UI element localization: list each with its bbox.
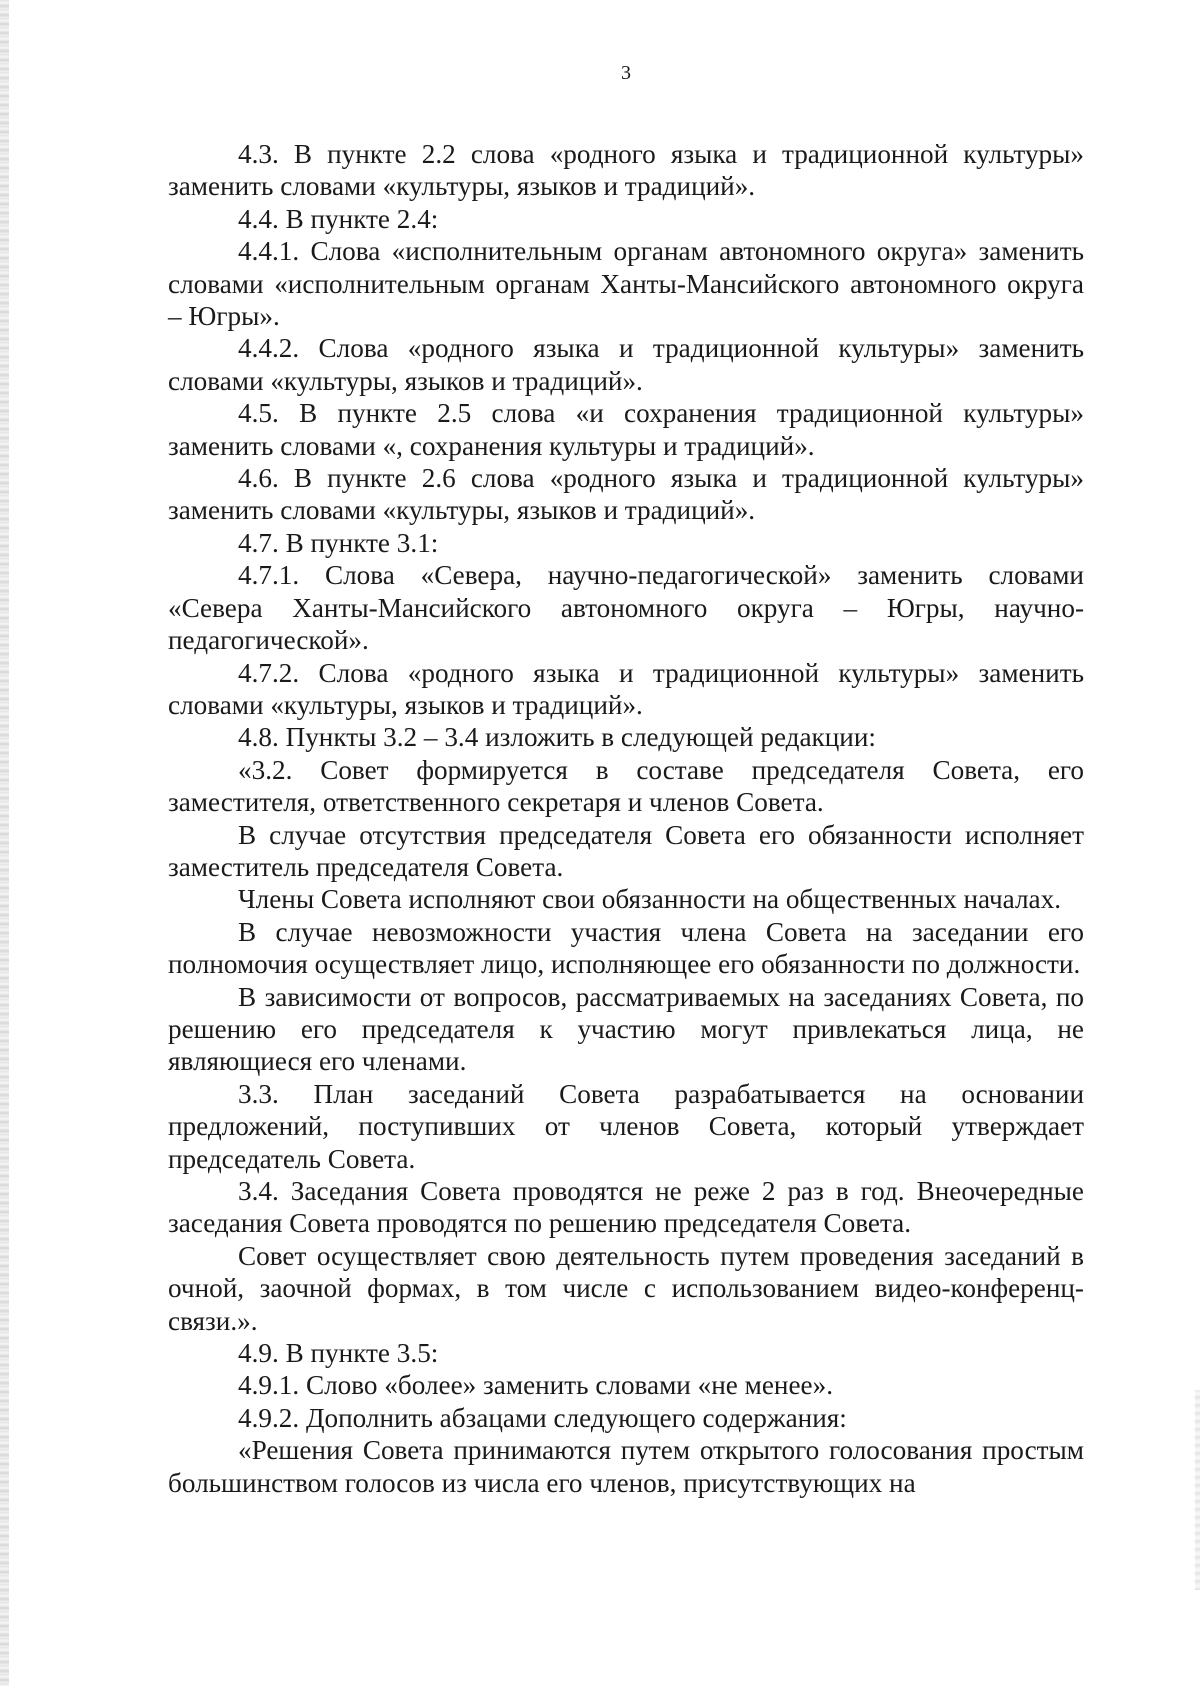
paragraph-4-9-2: 4.9.2. Дополнить абзацами следующего содержания:: [238, 1402, 847, 1433]
paragraph-4-4-2: 4.4.2. Слова «родного языка и традиционной культуры» заменить словами «культуры, языков и традиций».: [168, 333, 1084, 396]
document-body: [168, 138, 1084, 1499]
scan-border-left: [0, 0, 9, 1686]
paragraph-3-3: 3.3. План заседаний Совета разрабатывается на основании предложений, поступивших от членов Совета, который утверждает председатель Совета.: [168, 1078, 1084, 1174]
paragraph-decisions: «Решения Совета принимаются путем открытого голосования простым большинством голосов из числа его членов, присутствующих на: [168, 1435, 1084, 1498]
paragraph-3-2-chair-absence: В случае отсутствия председателя Совета его обязанности исполняет заместитель председателя Совета.: [168, 819, 1084, 882]
paragraph-4-8: 4.8. Пункты 3.2 – 3.4 изложить в следующей редакции:: [238, 722, 876, 753]
scan-border-right: [1195, 1390, 1200, 1590]
paragraph-4-9: 4.9. В пункте 3.5:: [238, 1338, 439, 1369]
paragraph-3-2-members-duties: Члены Совета исполняют свои обязанности на общественных началах.: [238, 884, 1062, 915]
page-number: 3: [621, 62, 631, 84]
paragraph-4-7-2: 4.7.2. Слова «родного языка и традиционной культуры» заменить словами «культуры, языков и традиций».: [168, 657, 1084, 720]
paragraph-3-2-invited-persons: В зависимости от вопросов, рассматриваемых на заседаниях Совета, по решению его председателя к участию могут привлекаться лица, не являющиеся его членами.: [168, 981, 1084, 1077]
paragraph-4-7: 4.7. В пункте 3.1:: [238, 527, 439, 558]
paragraph-4-4-1: 4.4.1. Слова «исполнительным органам автономного округа» заменить словами «исполнительным органам Ханты-Мансийского автономного округа – Югры».: [168, 236, 1084, 332]
paragraph-3-2-member-absence: В случае невозможности участия члена Совета на заседании его полномочия осуществляет лицо, исполняющее его обязанности по должности.: [168, 916, 1084, 980]
paragraph-4-4: 4.4. В пункте 2.4:: [238, 203, 439, 234]
paragraph-3-2: «3.2. Совет формируется в составе председателя Совета, его заместителя, ответственного секретаря и членов Совета.: [168, 754, 1084, 818]
paragraph-4-9-1: 4.9.1. Слово «более» заменить словами «не менее».: [238, 1370, 833, 1401]
paragraph-3-4-meeting-forms: Совет осуществляет свою деятельность путем проведения заседаний в очной, заочной формах, в том числе с использованием видео-конференц-связи.».: [168, 1240, 1084, 1336]
paragraph-4-7-1: 4.7.1. Слова «Севера, научно-педагогической» заменить словами «Севера Ханты-Мансийского автономного округа – Югры, научно-педагогической».: [168, 560, 1084, 656]
paragraph-3-4: 3.4. Заседания Совета проводятся не реже 2 раз в год. Внеочередные заседания Совета проводятся по решению председателя Совета.: [168, 1176, 1084, 1239]
paragraph-4-5: 4.5. В пункте 2.5 слова «и сохранения традиционной культуры» заменить словами «, сохранения культуры и традиций».: [168, 398, 1084, 461]
paragraph-4-3: 4.3. В пункте 2.2 слова «родного языка и традиционной культуры» заменить словами «культуры, языков и традиций».: [168, 139, 1084, 202]
paragraph-4-6: 4.6. В пункте 2.6 слова «родного языка и традиционной культуры» заменить словами «культуры, языков и традиций».: [168, 463, 1084, 526]
